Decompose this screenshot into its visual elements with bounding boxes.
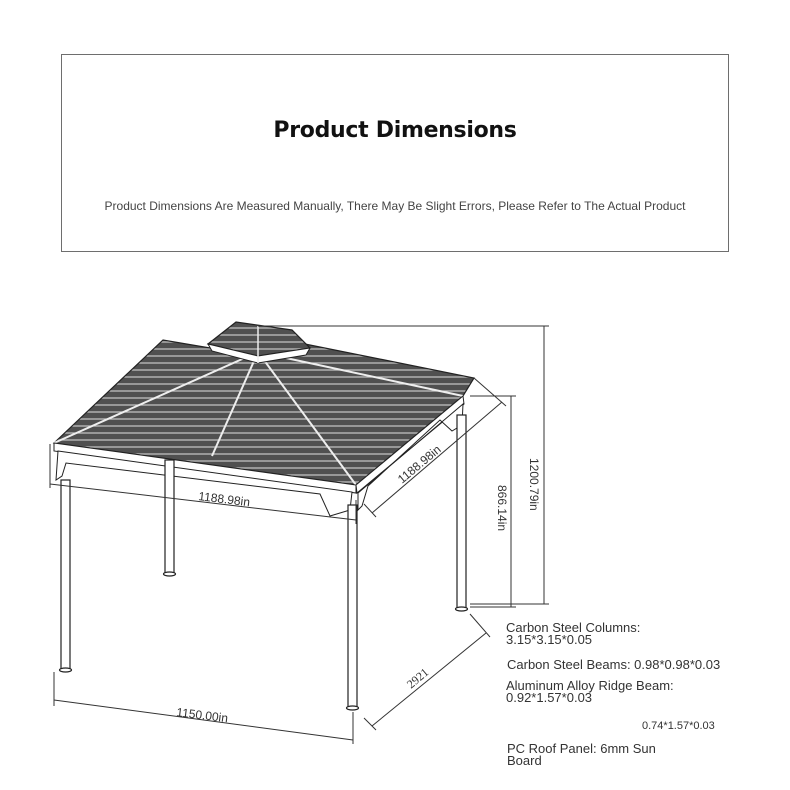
spec-roof-value: Board <box>507 753 542 768</box>
spec-roof-panel <box>507 743 656 767</box>
spec-roof-title: PC Roof Panel: 6mm Sun <box>507 741 656 756</box>
side-roof-depth-label: 1188.98in <box>394 442 444 487</box>
spec-columns <box>506 622 640 646</box>
front-roof-width-label: 1188.98in <box>197 489 251 510</box>
spec-beams: Carbon Steel Beams: 0.98*0.98*0.03 <box>507 657 721 672</box>
disclaimer-note: Product Dimensions Are Measured Manually, There May Be Slight Errors, Please Refer to The Actual Product <box>104 199 686 213</box>
base-depth-label: 2921 <box>403 665 432 692</box>
eave-height-label: 866.14in <box>495 485 509 532</box>
spec-ridge-alt: 0.74*1.57*0.03 <box>642 720 715 732</box>
spec-ridge-title: Aluminum Alloy Ridge Beam: <box>506 678 674 693</box>
spec-columns-title: Carbon Steel Columns: <box>506 620 641 635</box>
spec-ridge-value: 0.92*1.57*0.03 <box>506 690 593 705</box>
spec-ridge <box>506 680 674 704</box>
base-width-label: 1150.00in <box>175 705 229 726</box>
spec-columns-value: 3.15*3.15*0.05 <box>506 632 593 647</box>
page-title: Product Dimensions <box>273 118 517 143</box>
total-height-label: 1200.79in <box>527 458 541 511</box>
